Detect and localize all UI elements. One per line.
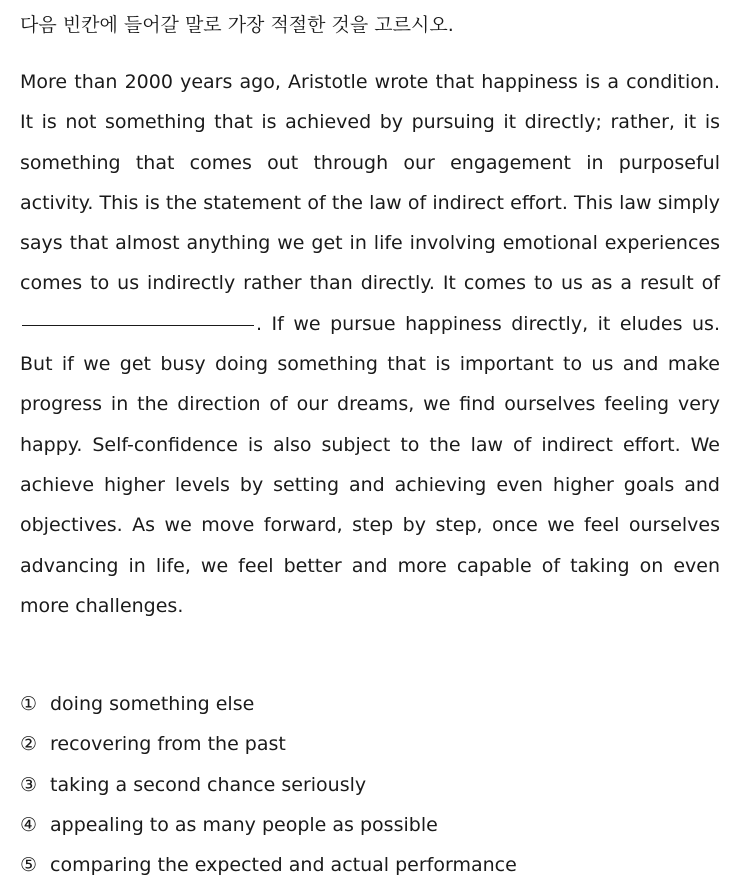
passage-text-before-blank: More than 2000 years ago, Aristotle wrote that happiness is a condition. It is not something that is achieved by pursuing it directly; rather, it is something that comes out through our engagement in purposeful activity. This is the statement of the law of indirect effort. This law simply says that almost anything we get in life involving emotional experiences comes to us indirectly rather than directly. It comes to us as a result of [20,71,720,295]
option-number: ④ [20,813,38,836]
option-3[interactable] [20,765,720,805]
answer-options [20,684,720,885]
option-number: ② [20,733,38,756]
option-4[interactable] [20,805,720,845]
option-text: appealing to as many people as possible [50,813,438,836]
option-number: ⑤ [20,854,38,877]
option-text: taking a second chance seriously [50,773,367,796]
option-text: recovering from the past [50,733,286,756]
option-text: doing something else [50,693,255,715]
question-prompt: 다음 빈칸에 들어갈 말로 가장 적절한 것을 고르시오. [20,14,454,36]
option-number: ③ [20,773,38,796]
option-number: ① [20,693,38,715]
passage-text-after-blank: . If we pursue happiness directly, it eludes us. But if we get busy doing something that is important to us and make progress in the direction of our dreams, we find ourselves feeling very happy. Self-confidence is also subject to the law of indirect effort. We achieve higher levels by setting and achieving even higher goals and objectives. As we move forward, step by step, once we feel ourselves advancing in life, we feel better and more capable of taking on even more challenges. [20,312,720,617]
option-1[interactable] [20,684,720,724]
reading-passage [20,62,720,626]
option-text: comparing the expected and actual performance [50,854,517,877]
option-5[interactable] [20,845,720,885]
option-2[interactable] [20,724,720,764]
answer-blank [22,324,254,326]
